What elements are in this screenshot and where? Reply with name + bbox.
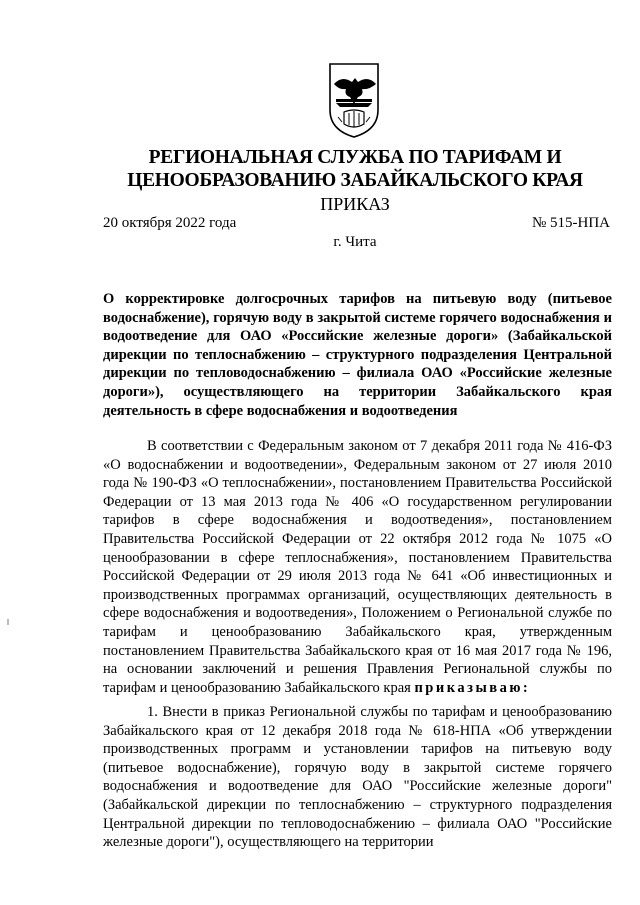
preamble-text: В соответствии с Федеральным законом от 7 декабря 2011 года № 416-ФЗ «О водоснабжении и водоотведении», Федеральным законом от 27 июля 2010 года № 190-ФЗ «О теплоснабжении», постановлением Правительства Российской Федерации от 13 мая 2013 года № 406 «О государственном регулировании тарифов в сфере водоснабжения и водоотведения», постановлением Правительства Российской Федерации от 22 октября 2012 года № 1075 «О ценообразовании в сфере теплоснабжения», постановлением Правительства Российской Федерации от 29 июля 2013 года № 641 «Об инвестиционных и производственных программах организаций, осуществляющих деятельность в сфере водоснабжения и водоотведения», Положением о Региональной службе по тарифам и ценообразованию Забайкальского края, утвержденным постановлением Правительства Забайкальского края от 16 мая 2017 года № 196, на основании заключений и решения Правления Региональной службы по тарифам и ценообразованию Забайкальского края bbox=[103, 438, 612, 696]
agency-name-line2: ЦЕНООБРАЗОВАНИЮ ЗАБАЙКАЛЬСКОГО КРАЯ bbox=[127, 170, 583, 191]
document-date: 20 октября 2022 года bbox=[103, 215, 237, 231]
agency-name-line1: РЕГИОНАЛЬНАЯ СЛУЖБА ПО ТАРИФАМ И bbox=[148, 147, 562, 168]
order-word: приказываю: bbox=[414, 679, 531, 696]
coat-of-arms-icon bbox=[324, 60, 384, 140]
margin-mark bbox=[7, 619, 9, 625]
document-number: № 515-НПА bbox=[531, 215, 610, 231]
item-1-paragraph: 1. Внести в приказ Региональной службы по тарифам и ценообразованию Забайкальского края от 12 декабря 2018 года № 618-НПА «Об утверждении производственных программ и установлении тарифов на питьевую воду (питьевое водоснабжение), горячую воду в закрытой системе горячего водоснабжения и водоотведение для ОАО "Российские железные дороги" (Забайкальской дирекции по теплоснабжению – структурного подразделения Центральной дирекции по тепловодоснабжению – филиала ОАО "Российские железные дороги"), осуществляющего на территории bbox=[103, 704, 612, 851]
agency-name bbox=[100, 146, 610, 192]
document-subject: О корректировке долгосрочных тарифов на питьевую воду (питьевое водоснабжение), горячую воду в закрытой системе горячего водоснабжения и водоотведение для ОАО «Российские железные дороги» (Забайкальской дирекции по теплоснабжению – структурного подразделения Центральной дирекции по тепловодоснабжению – филиала ОАО «Российские железные дороги»), осуществляющего на территории Забайкальского края деятельность в сфере водоснабжения и водоотведения bbox=[103, 291, 612, 419]
document-city: г. Чита bbox=[333, 234, 377, 250]
preamble-paragraph bbox=[103, 437, 612, 697]
document-type: ПРИКАЗ bbox=[320, 194, 390, 214]
